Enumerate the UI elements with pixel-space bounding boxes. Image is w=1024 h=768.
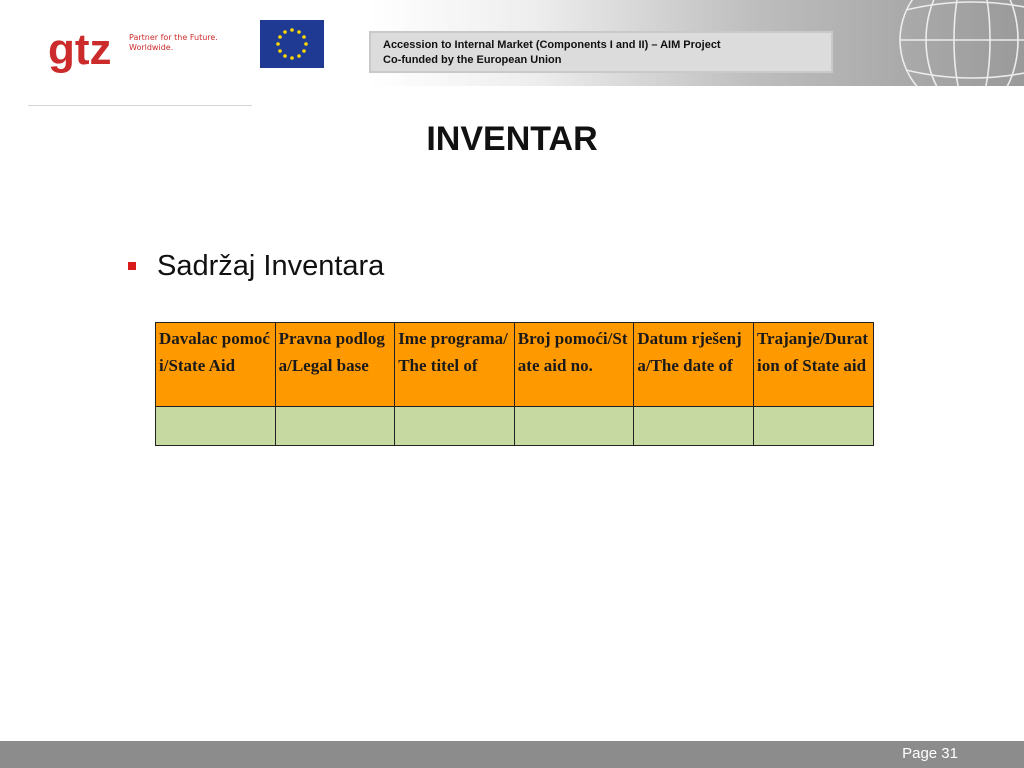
table-header-cell: Ime programa/The titel of	[395, 323, 515, 407]
table-cell	[156, 407, 276, 446]
table-cell	[753, 407, 873, 446]
header-divider	[28, 105, 252, 106]
table-header-cell: Datum rješenja/The date of	[634, 323, 754, 407]
table-cell	[275, 407, 395, 446]
inventory-table	[155, 322, 874, 446]
table-header-cell: Broj pomoći/State aid no.	[514, 323, 634, 407]
table-header-cell: Trajanje/Duration of State aid	[753, 323, 873, 407]
table-cell	[634, 407, 754, 446]
table-row	[156, 407, 874, 446]
gtz-tagline: Partner for the Future. Worldwide.	[129, 33, 218, 52]
footer-bar	[0, 741, 1024, 768]
page-number: Page 31	[902, 745, 958, 762]
table-cell	[514, 407, 634, 446]
slide-title: INVENTAR	[426, 120, 598, 158]
project-title: Accession to Internal Market (Components I and II) – AIM Project	[383, 39, 721, 51]
table-header-cell: Davalac pomoći/State Aid	[156, 323, 276, 407]
gtz-logo	[48, 28, 124, 78]
project-info-box	[369, 31, 833, 73]
project-funding: Co-funded by the European Union	[383, 54, 562, 66]
table-header-row	[156, 323, 874, 407]
bullet-marker	[128, 262, 136, 270]
svg-text:gtz: gtz	[48, 28, 112, 74]
eu-flag-icon	[260, 20, 324, 68]
table-cell	[395, 407, 515, 446]
bullet-text: Sadržaj Inventara	[157, 250, 385, 282]
header-band	[0, 0, 1024, 86]
table-header-cell: Pravna podloga/Legal base	[275, 323, 395, 407]
globe-icon	[892, 0, 1024, 86]
